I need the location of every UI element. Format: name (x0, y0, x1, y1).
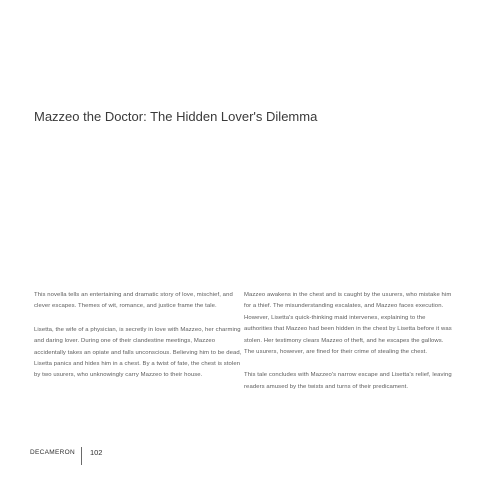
right-paragraph-1: Mazzeo awakens in the chest and is caught by the usurers, who mistake him for a thief. The misunderstanding escalates, and Mazzeo faces execution. However, Lisetta's quick-thinking maid intervenes, explaining to the authorities that Mazzeo had been hidden in the chest by Lisetta before it was stolen. Her testimony clears Mazzeo of theft, and he escapes the gallows. The usurers, however, are fined for their crime of stealing the chest. (244, 292, 452, 356)
page-title: Mazzeo the Doctor: The Hidden Lover's Dilemma (34, 109, 318, 124)
footer-divider (81, 447, 82, 465)
left-column (34, 290, 244, 405)
page-footer (30, 442, 102, 462)
left-paragraph-1: This novella tells an entertaining and dramatic story of love, mischief, and clever escapes. Themes of wit, romance, and justice frame the tale. (34, 292, 233, 310)
left-paragraph-2: Lisetta, the wife of a physician, is secretly in love with Mazzeo, her charming and daring lover. During one of their clandestine meetings, Mazzeo accidentally takes an opiate and falls unconscious. Believing him to be dead, Lisetta panics and hides him in a chest. By a twist of fate, the chest is stolen by two usurers, who unknowingly carry Mazzeo to their house. (34, 326, 242, 379)
right-column (244, 290, 454, 405)
right-paragraph-2: This tale concludes with Mazzeo's narrow escape and Lisetta's relief, leaving readers amused by the twists and turns of their predicament. (244, 372, 452, 390)
running-head: DECAMERON (30, 448, 75, 456)
body-columns (34, 290, 454, 405)
page-number: 102 (89, 447, 103, 457)
